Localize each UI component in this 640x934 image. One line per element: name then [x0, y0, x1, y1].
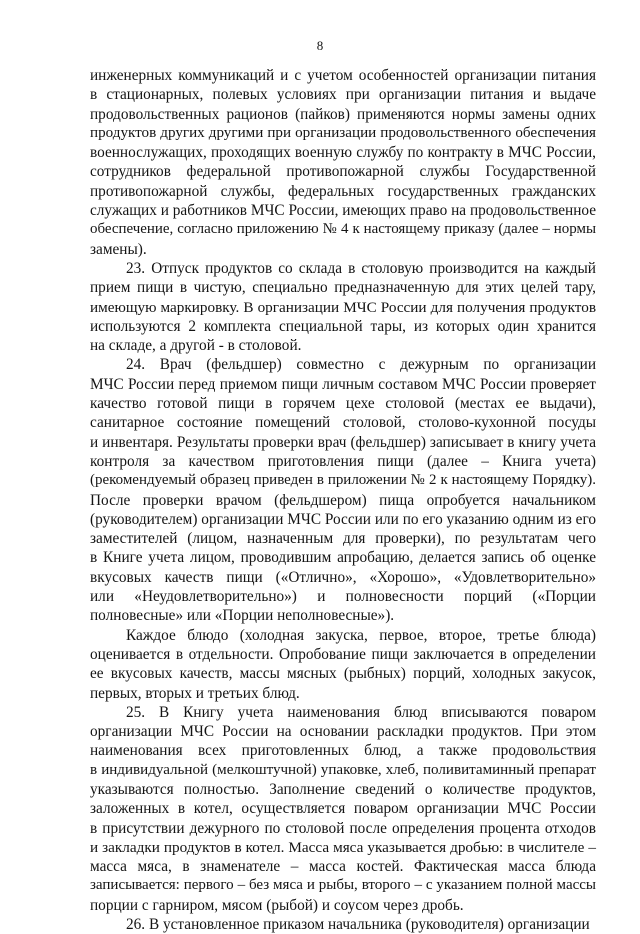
paragraph-26-start: 26. В установленное приказом начальника (руководителя) организации — [126, 916, 590, 934]
text-line: продовольственных рационов (пайков) применяются нормы замены одних — [90, 105, 596, 123]
text-line: оценивается в отдельности. Опробование пищи заключается в определении — [90, 645, 596, 663]
text-line: контроля за качеством приготовления пищи (далее – Книга учета) — [90, 452, 596, 470]
text-line: организации МЧС России на основании раскладки продуктов. При этом — [90, 723, 596, 741]
text-line: в Книге учета лицом, проводившим апробацию, делается запись об оценке — [90, 549, 596, 567]
text-line: и инвентаря. Результаты проверки врач (фельдшер) записывает в книгу учета — [90, 433, 596, 451]
body-text — [90, 66, 596, 934]
text-line: наименования всех приготовленных блюд, а также продовольствия — [90, 742, 596, 760]
text-line: служащих и работников МЧС России, имеющих право на продовольственное — [90, 202, 596, 220]
text-line: прием пищи в чистую, специально предназначенную для этих целей тару, — [90, 279, 596, 297]
text-line: противопожарной службы, федеральных государственных гражданских — [90, 182, 596, 200]
text-line: на складе, а другой - в столовой. — [90, 337, 302, 355]
text-line: порции с гарниром, мясом (рыбой) и соусом через дробь. — [90, 896, 464, 914]
text-line: замены). — [90, 240, 147, 258]
text-line: имеющую маркировку. В организации МЧС России для получения продуктов — [90, 298, 596, 316]
page-number: 8 — [316, 38, 324, 53]
text-line: После проверки врачом (фельдшером) пища опробуется начальником — [90, 491, 596, 509]
text-line: заместителей (лицом, назначенным для проверки), по результатам чего — [90, 530, 596, 548]
text-line: сотрудников федеральной противопожарной службы Государственной — [90, 163, 596, 181]
text-line: первых, вторых и третьих блюд. — [90, 684, 300, 702]
text-line: качество готовой пищи в горячем цехе столовой (местах ее выдачи), — [90, 395, 596, 413]
text-line: военнослужащих, проходящих военную службу по контракту в МЧС России, — [90, 144, 596, 162]
text-line: масса мяса, в знаменателе – масса костей. Фактическая масса блюда — [90, 858, 596, 876]
paragraph-dishes-start: Каждое блюдо (холодная закуска, первое, второе, третье блюда) — [126, 626, 596, 644]
text-line: продуктов других другими при организации продовольственного обеспечения — [90, 124, 596, 141]
text-line: записывается: первого – без мяса и рыбы, второго – с указанием полной массы — [90, 877, 596, 894]
text-line: вкусовых качеств пищи («Отлично», «Хорошо», «Удовлетворительно» — [90, 568, 596, 586]
text-line: в стационарных, полевых условиях при организации питания и выдаче — [90, 86, 596, 104]
text-line: (руководителем) организации МЧС России или по его указанию одним из его — [90, 510, 596, 528]
text-line: используются 2 комплекта специальной тары, из которых один хранится — [90, 317, 596, 335]
text-line: санитарное состояние помещений столовой, столово-кухонной посуды — [90, 414, 596, 432]
text-line: в присутствии дежурного по столовой после определения процента отходов — [90, 819, 596, 837]
text-line: (рекомендуемый образец приведен в приложении № 2 к настоящему Порядку). — [90, 472, 596, 489]
text-line: полновесные» или «Порции неполновесные»). — [90, 607, 395, 625]
text-line: обеспечение, согласно приложению № 4 к настоящему приказу (далее – нормы — [90, 221, 596, 238]
text-line: и закладки продуктов в котел. Масса мяса указывается дробью: в числителе – — [90, 838, 596, 856]
text-line: ее вкусовых качеств, массы мясных (рыбных) порций, холодных закусок, — [90, 665, 596, 683]
text-line: МЧС России перед приемом пищи личным составом МЧС России проверяет — [90, 375, 596, 393]
paragraph-23-start: 23. Отпуск продуктов со склада в столовую производится на каждый — [126, 259, 596, 277]
text-line: указываются полностью. Заполнение сведений о количестве продуктов, — [90, 780, 596, 798]
text-line: в индивидуальной (мелкоштучной) упаковке, хлеб, поливитаминный препарат — [90, 761, 596, 778]
paragraph-25-start: 25. В Книгу учета наименования блюд вписываются поваром — [126, 703, 596, 721]
paragraph-24-start: 24. Врач (фельдшер) совместно с дежурным по организации — [126, 356, 596, 374]
text-line: заложенных в котел, осуществляется поваром организации МЧС России — [90, 800, 596, 818]
text-line: или «Неудовлетворительно») и полновесности порций («Порции — [90, 588, 596, 606]
text-line: инженерных коммуникаций и с учетом особенностей организации питания — [90, 67, 596, 84]
